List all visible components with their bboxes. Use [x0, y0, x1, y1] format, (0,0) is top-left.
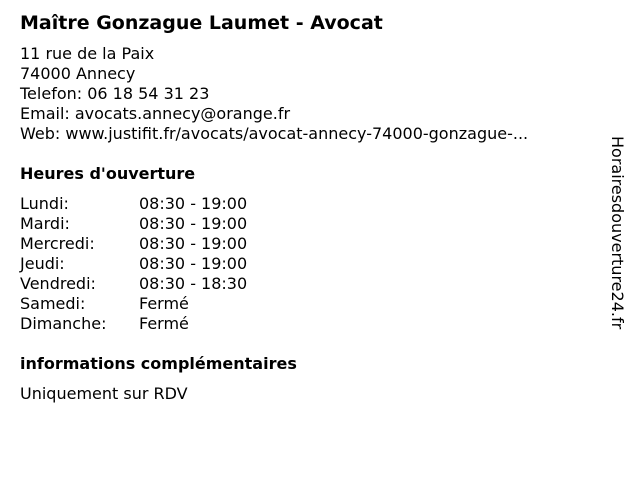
- additional-info-text: Uniquement sur RDV: [20, 384, 188, 403]
- email-address: Email: avocats.annecy@orange.fr: [20, 104, 291, 123]
- hours-row-monday: [20, 194, 247, 214]
- contact-details: [20, 44, 528, 144]
- hours-row-saturday: [20, 294, 247, 314]
- site-watermark: [598, 0, 638, 480]
- time-value: 08:30 - 19:00: [139, 194, 248, 213]
- time-value: Fermé: [139, 314, 189, 333]
- hours-row-sunday: [20, 314, 247, 334]
- hours-row-tuesday: [20, 214, 247, 234]
- additional-info-heading: informations complémentaires: [20, 354, 297, 373]
- time-value: Fermé: [139, 294, 189, 313]
- website-link: Web: www.justifit.fr/avocats/avocat-annecy-74000-gonzague-...: [20, 124, 529, 143]
- opening-hours-heading: Heures d'ouverture: [20, 164, 196, 183]
- day-label: Samedi:: [20, 294, 86, 313]
- hours-row-thursday: [20, 254, 247, 274]
- day-label: Dimanche:: [20, 314, 107, 333]
- day-label: Jeudi:: [20, 254, 65, 273]
- time-value: 08:30 - 18:30: [139, 274, 248, 293]
- hours-row-friday: [20, 274, 247, 294]
- page-title: Maître Gonzague Laumet - Avocat: [20, 12, 383, 34]
- opening-hours-table: [20, 194, 247, 334]
- day-label: Vendredi:: [20, 274, 96, 293]
- time-value: 08:30 - 19:00: [139, 254, 248, 273]
- hours-row-wednesday: [20, 234, 247, 254]
- phone-number: Telefon: 06 18 54 31 23: [20, 84, 210, 103]
- watermark-text: Horairesdouverture24.fr: [608, 136, 627, 330]
- time-value: 08:30 - 19:00: [139, 234, 248, 253]
- time-value: 08:30 - 19:00: [139, 214, 248, 233]
- day-label: Lundi:: [20, 194, 69, 213]
- day-label: Mercredi:: [20, 234, 95, 253]
- street-address: 11 rue de la Paix: [20, 44, 155, 63]
- city-postcode: 74000 Annecy: [20, 64, 136, 83]
- day-label: Mardi:: [20, 214, 70, 233]
